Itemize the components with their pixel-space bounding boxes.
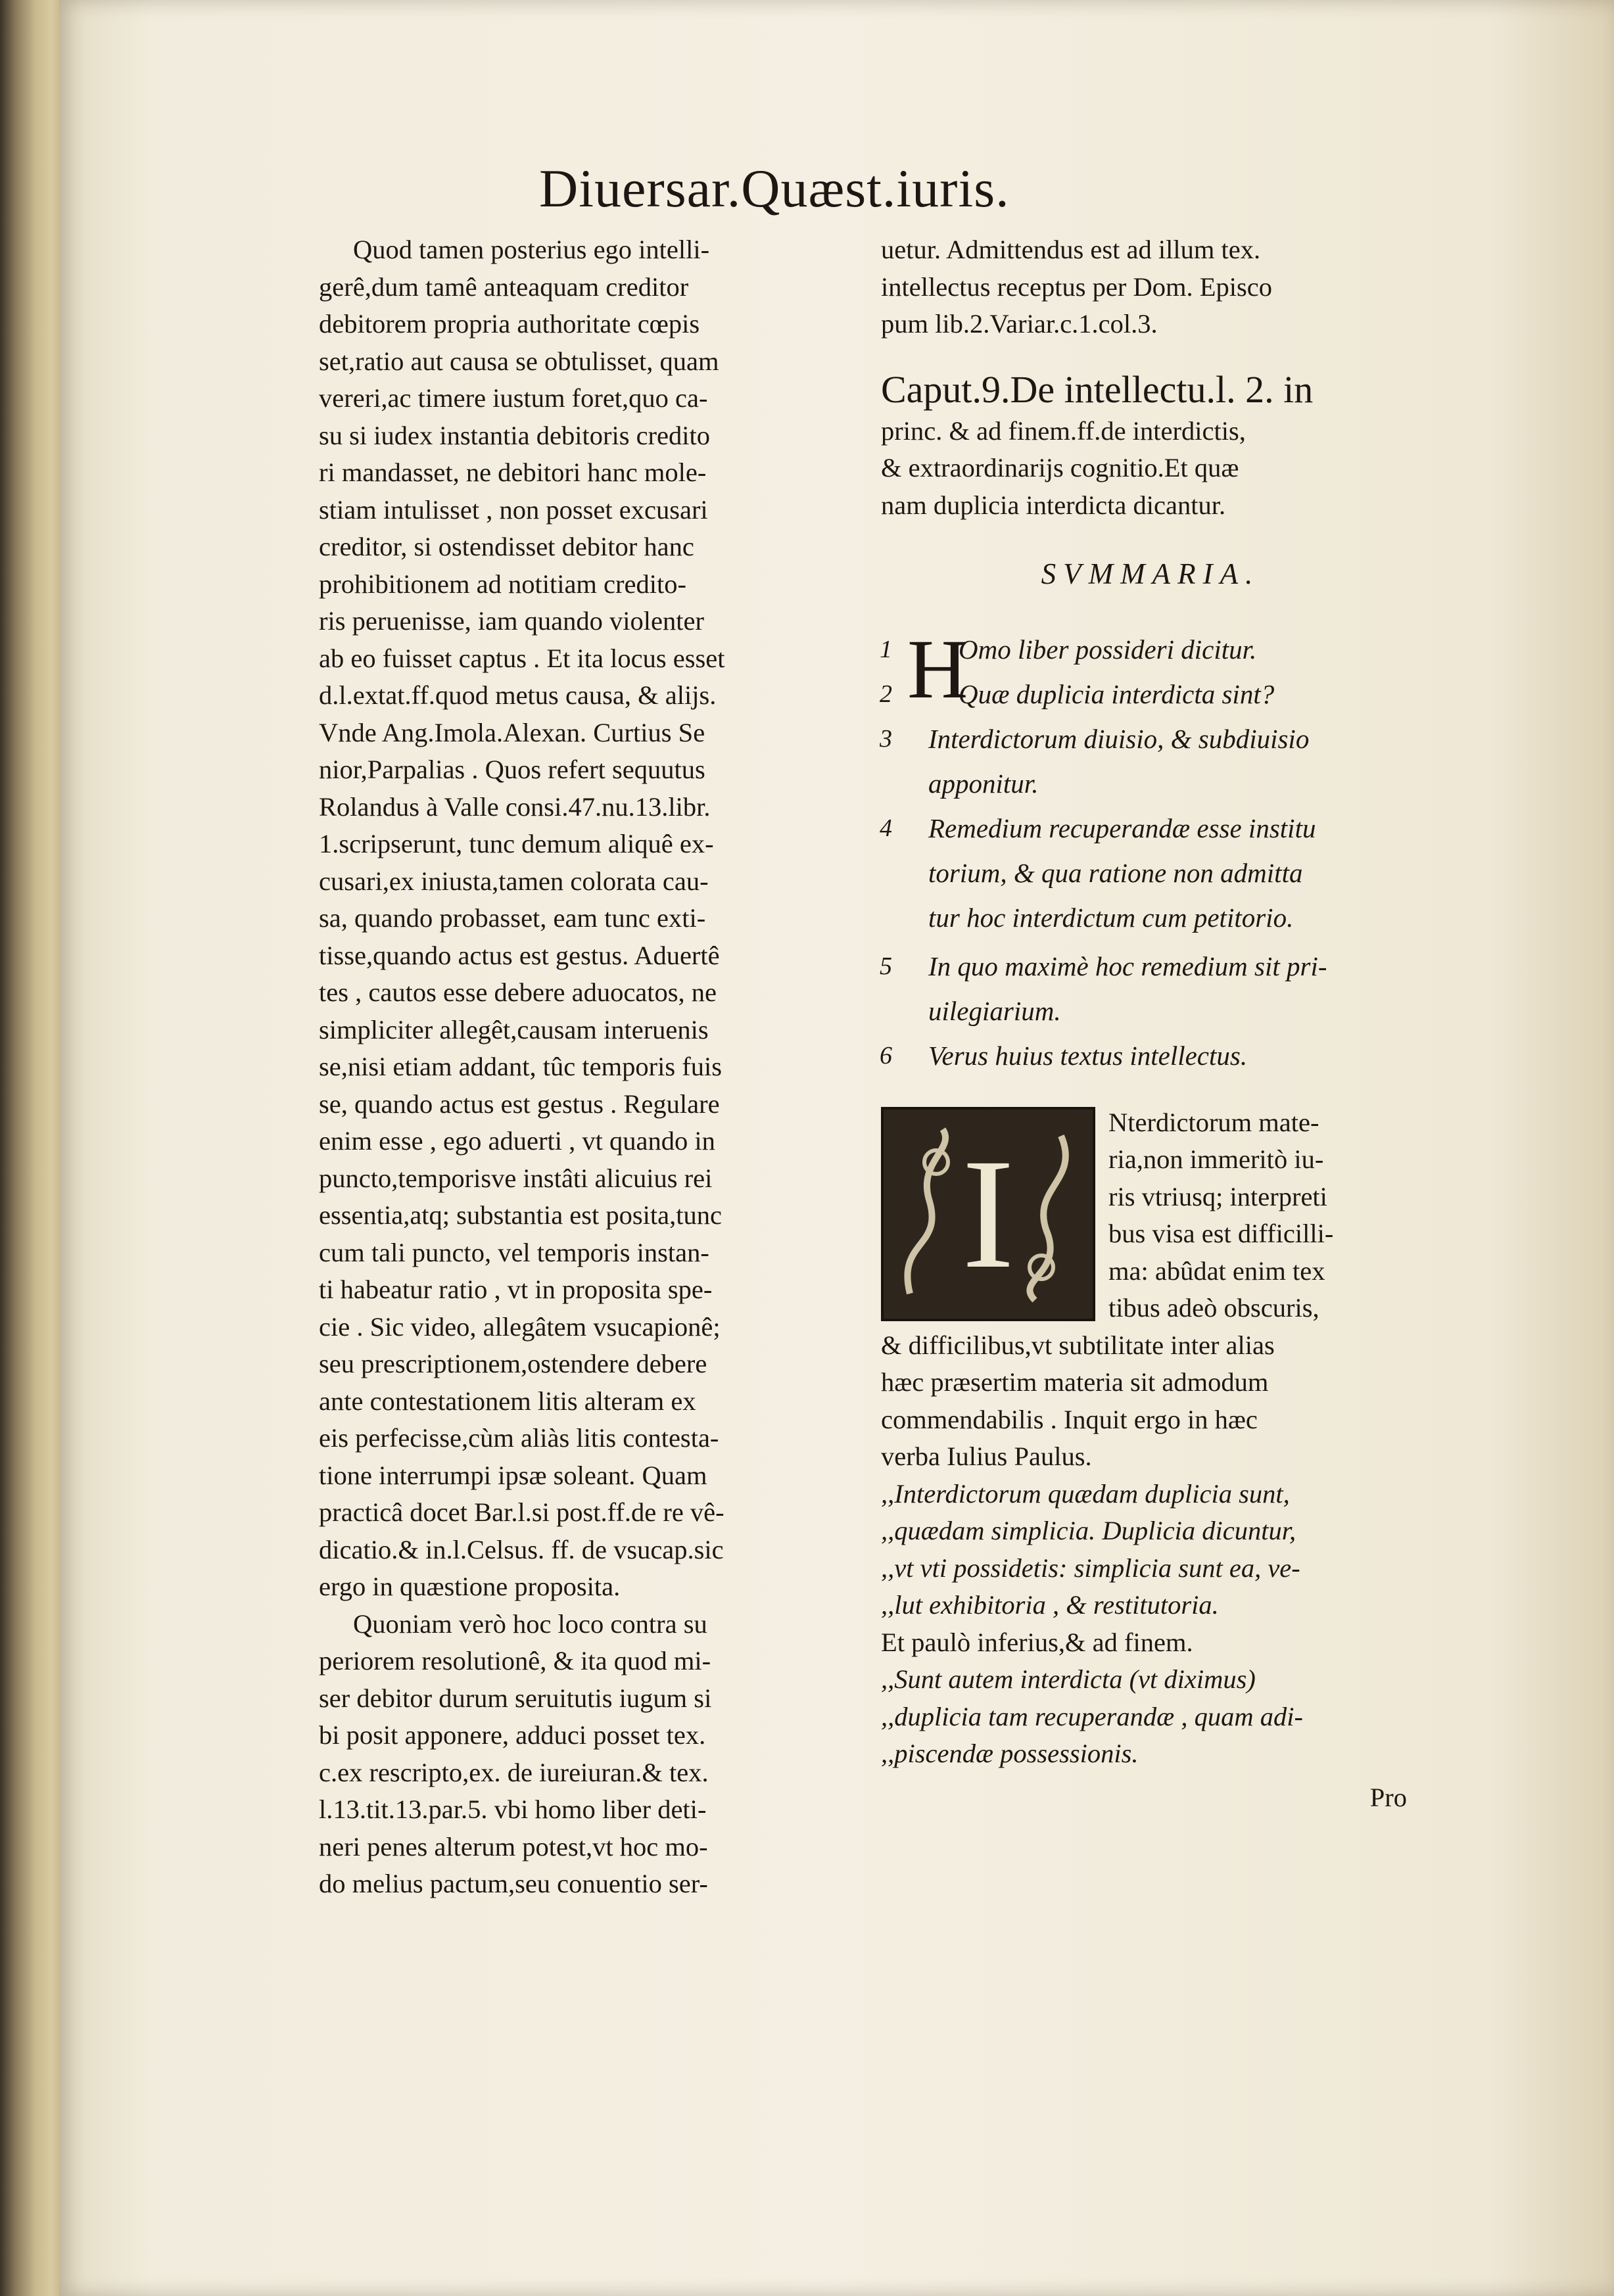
summary-line: apponitur. bbox=[928, 768, 1039, 799]
body-line: se, quando actus est gestus . Regulare bbox=[319, 1089, 720, 1119]
body-line: sa, quando probasset, eam tunc exti- bbox=[319, 903, 706, 933]
body-line: tes , cautos esse debere aduocatos, ne bbox=[319, 977, 717, 1007]
body-line: Et paulò inferius,& ad finem. bbox=[881, 1627, 1193, 1657]
summary-number: 4 bbox=[880, 814, 892, 842]
summary-number: 5 bbox=[880, 952, 892, 980]
body-line: neri penes alterum potest,vt hoc mo- bbox=[319, 1831, 708, 1862]
body-line: su si iudex instantia debitoris credito bbox=[319, 420, 711, 450]
body-line: stiam intulisset , non posset excusari bbox=[319, 494, 708, 525]
body-line: Quod tamen posterius ego intelli- bbox=[353, 235, 710, 264]
body-line: se,nisi etiam addant, tûc temporis fuis bbox=[319, 1052, 722, 1081]
summary-text bbox=[881, 806, 1420, 940]
body-line: ris peruenisse, iam quando violenter bbox=[319, 606, 704, 636]
summary-number: 1 bbox=[880, 635, 892, 663]
body-line: debitorem propria authoritate cœpis bbox=[319, 309, 700, 339]
quotation-line: ,,piscendæ possessionis. bbox=[881, 1739, 1139, 1768]
quotation-line: ,,quædam simplicia. Duplicia dicuntur, bbox=[881, 1516, 1296, 1545]
running-head: Diuersar.Quæst.iuris. bbox=[539, 158, 1010, 218]
body-line: 1.scripserunt, tunc demum aliquê ex- bbox=[319, 829, 714, 858]
body-line: intellectus receptus per Dom. Episco bbox=[881, 271, 1272, 302]
summary-item bbox=[881, 944, 1420, 1033]
body-line: periorem resolutionê, & ita quod mi- bbox=[319, 1646, 711, 1675]
body-line: vereri,ac timere iustum foret,quo ca- bbox=[319, 383, 708, 413]
quotation-block bbox=[881, 1661, 1420, 1773]
summary-line: Remedium recuperandæ esse institu bbox=[928, 812, 1316, 843]
chapter-subheading-line: princ. & ad finem.ff.de interdictis, bbox=[881, 415, 1246, 446]
body-line: ti habeatur ratio , vt in proposita spe- bbox=[319, 1275, 713, 1304]
body-line: do melius pactum,seu conuentio ser- bbox=[319, 1869, 708, 1898]
summary-line: Interdictorum diuisio, & subdiuisio bbox=[928, 723, 1310, 754]
chapter-heading: Caput.9.De intellectu.l. 2. in bbox=[881, 367, 1314, 411]
body-line: Vnde Ang.Imola.Alexan. Curtius Se bbox=[319, 717, 705, 747]
chapter-subheading bbox=[881, 413, 1420, 525]
body-line: enim esse , ego aduerti , vt quando in bbox=[319, 1126, 715, 1156]
quotation-block bbox=[881, 1476, 1420, 1624]
catchword: Pro bbox=[1369, 1782, 1407, 1812]
body-line: Rolandus à Valle consi.47.nu.13.libr. bbox=[319, 791, 711, 822]
body-line: hæc præsertim materia sit admodum bbox=[881, 1367, 1269, 1397]
body-line: practicâ docet Bar.l.si post.ff.de re vê- bbox=[319, 1497, 724, 1527]
body-line: ris vtriusq; interpreti bbox=[1108, 1181, 1327, 1211]
body-line: eis perfecisse,cùm aliàs litis contesta- bbox=[319, 1423, 719, 1453]
body-line: prohibitionem ad notitiam credito- bbox=[319, 569, 686, 599]
body-line: ri mandasset, ne debitori hanc mole- bbox=[319, 457, 707, 487]
decorated-initial bbox=[881, 1107, 1095, 1321]
body-line: c.ex rescripto,ex. de iureiuran.& tex. bbox=[319, 1757, 709, 1787]
initial-letter: I bbox=[962, 1126, 1014, 1301]
body-line: puncto,temporisve instâti alicuius rei bbox=[319, 1163, 713, 1193]
summary-text bbox=[881, 944, 1420, 1033]
body-line: ser debitor durum seruitutis iugum si bbox=[319, 1683, 712, 1713]
body-line: pum lib.2.Variar.c.1.col.3. bbox=[881, 309, 1158, 339]
body-line: gerê,dum tamê anteaquam creditor bbox=[319, 271, 689, 302]
summary-number: 2 bbox=[880, 680, 892, 708]
quotation-line: ,,duplicia tam recuperandæ , quam adi- bbox=[881, 1701, 1303, 1731]
summary-item bbox=[881, 716, 1420, 806]
summary-line: Quæ duplicia interdicta sint? bbox=[959, 678, 1275, 709]
body-line: cum tali puncto, vel temporis instan- bbox=[319, 1237, 709, 1267]
summary-text bbox=[881, 1033, 1420, 1078]
body-line: tisse,quando actus est gestus. Aduertê bbox=[319, 940, 720, 970]
body-line: & difficilibus,vt subtilitate inter alias bbox=[881, 1330, 1275, 1360]
body-line: cie . Sic video, allegâtem vsucapionê; bbox=[319, 1311, 721, 1342]
quotation-line: ,,Interdictorum quædam duplicia sunt, bbox=[881, 1478, 1290, 1509]
summaria-initial: H bbox=[907, 622, 968, 716]
body-line: essentia,atq; substantia est posita,tunc bbox=[319, 1200, 722, 1230]
body-text bbox=[881, 1327, 1420, 1476]
body-line: simpliciter allegêt,causam interuenis bbox=[319, 1014, 709, 1044]
body-line: Quoniam verò hoc loco contra su bbox=[353, 1608, 707, 1639]
body-line: d.l.extat.ff.quod metus causa, & alijs. bbox=[319, 680, 717, 710]
chapter-subheading-line: nam duplicia interdicta dicantur. bbox=[881, 490, 1226, 520]
body-line: bi posit apponere, adduci posset tex. bbox=[319, 1720, 706, 1750]
body-line: verba Iulius Paulus. bbox=[881, 1441, 1092, 1471]
right-column bbox=[881, 231, 1420, 1816]
body-line: set,ratio aut causa se obtulisset, quam bbox=[319, 346, 719, 376]
summary-line: uilegiarium. bbox=[928, 995, 1061, 1026]
body-with-initial bbox=[881, 1104, 1420, 1327]
summary-line: Verus huius textus intellectus. bbox=[928, 1040, 1248, 1071]
chapter-subheading-line: & extraordinarijs cognitio.Et quæ bbox=[881, 453, 1239, 482]
body-line: creditor, si ostendisset debitor hanc bbox=[319, 532, 694, 561]
body-line: nior,Parpalias . Quos refert sequutus bbox=[319, 755, 705, 784]
body-line: uetur. Admittendus est ad illum tex. bbox=[881, 235, 1261, 264]
summary-line: Omo liber possideri dicitur. bbox=[959, 634, 1257, 665]
right-top-text bbox=[881, 231, 1420, 343]
summary-line: torium, & qua ratione non admitta bbox=[928, 857, 1303, 888]
quotation-line: ,,vt vti possidetis: simplicia sunt ea, ve- bbox=[881, 1553, 1300, 1583]
body-line: l.13.tit.13.par.5. vbi homo liber deti- bbox=[319, 1794, 707, 1824]
body-line: ante contestationem litis alteram ex bbox=[319, 1386, 696, 1416]
body-line: dicatio.& in.l.Celsus. ff. de vsucap.sic bbox=[319, 1534, 724, 1564]
summary-number: 6 bbox=[880, 1041, 892, 1069]
body-line: Nterdictorum mate- bbox=[1108, 1107, 1319, 1137]
summary-line: tur hoc interdictum cum petitorio. bbox=[928, 902, 1294, 933]
body-line: seu prescriptionem,ostendere debere bbox=[319, 1349, 707, 1378]
quotation-line: ,,lut exhibitoria , & restitutoria. bbox=[881, 1590, 1219, 1620]
body-line: commendabilis . Inquit ergo in hæc bbox=[881, 1404, 1258, 1434]
quotation-line: ,,Sunt autem interdicta (vt diximus) bbox=[881, 1664, 1256, 1694]
summaria-title: SVMMARIA. bbox=[1041, 557, 1260, 590]
body-line: ma: abûdat enim tex bbox=[1108, 1255, 1325, 1286]
body-line: ab eo fuisset captus . Et ita locus esset bbox=[319, 643, 725, 673]
body-line: tibus adeò obscuris, bbox=[1108, 1293, 1319, 1323]
summary-item bbox=[881, 1033, 1420, 1078]
body-line: ria,non immeritò iu- bbox=[1108, 1144, 1324, 1174]
left-column bbox=[319, 231, 845, 1903]
summaria-list bbox=[880, 622, 1420, 1078]
body-line: ergo in quæstione proposita. bbox=[319, 1572, 621, 1601]
body-line: bus visa est difficilli- bbox=[1108, 1219, 1334, 1248]
summary-text bbox=[881, 716, 1420, 806]
body-line: tione interrumpi ipsæ soleant. Quam bbox=[319, 1460, 707, 1490]
body-line: cusari,ex iniusta,tamen colorata cau- bbox=[319, 866, 709, 896]
summary-item bbox=[881, 806, 1420, 940]
summary-number: 3 bbox=[880, 724, 892, 753]
summary-line: In quo maximè hoc remedium sit pri- bbox=[928, 950, 1327, 981]
